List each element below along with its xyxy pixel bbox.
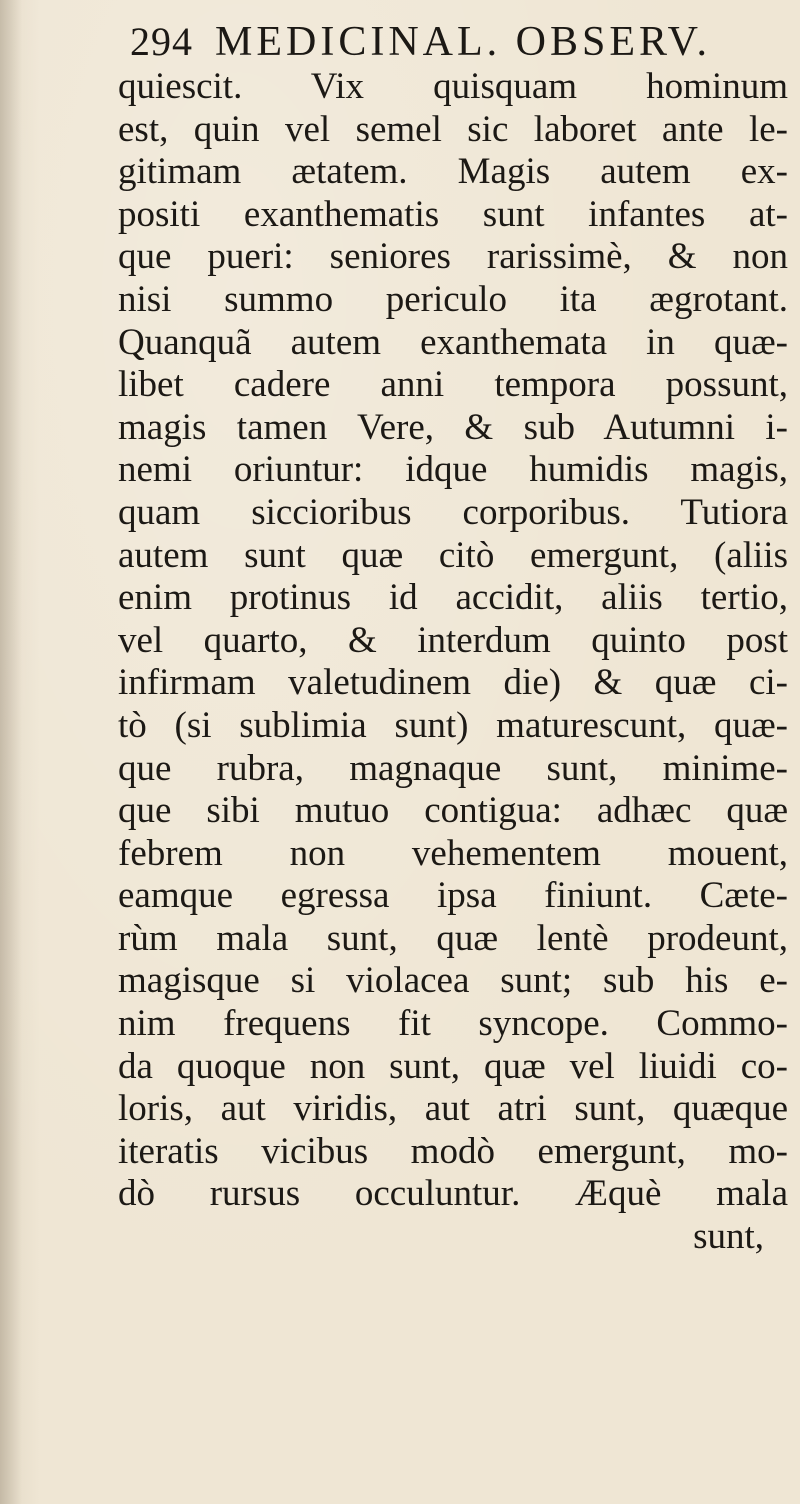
running-title: MEDICINAL. OBSERV. <box>215 19 712 65</box>
text-line: nisi summo periculo ita ægrotant. <box>118 278 788 320</box>
text-line: autem sunt quæ citò emergunt, (aliis <box>118 534 788 576</box>
text-line: nim frequens fit syncope. Commo- <box>118 1003 788 1045</box>
text-line: que rubra, magnaque sunt, minime- <box>118 747 788 789</box>
text-line: Quanquã autem exanthemata in quæ- <box>118 321 788 363</box>
text-line: eamque egressa ipsa finiunt. Cæte- <box>118 875 788 917</box>
text-line: magisque si violacea sunt; sub his e- <box>118 960 788 1002</box>
text-line-catchword: sunt, <box>693 1216 764 1258</box>
text-line: nemi oriuntur: idque humidis magis, <box>118 449 788 491</box>
text-line: est, quin vel semel sic laboret ante le- <box>118 108 788 150</box>
text-line: loris, aut viridis, aut atri sunt, quæque <box>118 1088 788 1130</box>
text-line: que pueri: seniores rarissimè, & non <box>118 236 788 278</box>
text-line: gitimam ætatem. Magis autem ex- <box>118 151 788 193</box>
text-line: dò rursus occuluntur. Æquè mala <box>118 1173 788 1215</box>
text-line: infirmam valetudinem die) & quæ ci- <box>118 662 788 704</box>
text-line: da quoque non sunt, quæ vel liuidi co- <box>118 1045 788 1087</box>
text-line: quiescit. Vix quisquam hominum <box>118 66 788 107</box>
text-line: iteratis vicibus modò emergunt, mo- <box>118 1130 788 1172</box>
text-line: magis tamen Vere, & sub Autumni i- <box>118 406 788 448</box>
text-line: que sibi mutuo contigua: adhæc quæ <box>118 790 788 832</box>
text-line: rùm mala sunt, quæ lentè prodeunt, <box>118 917 788 959</box>
text-line: quam siccioribus corporibus. Tutiora <box>118 491 788 533</box>
text-line: enim protinus id accidit, aliis tertio, <box>118 577 788 619</box>
text-line: febrem non vehementem mouent, <box>118 832 788 874</box>
page-number: 294 <box>130 19 193 64</box>
text-line: tò (si sublimia sunt) maturescunt, quæ- <box>118 704 788 746</box>
running-head <box>130 12 770 72</box>
gutter-shadow <box>0 0 22 1504</box>
text-line: vel quarto, & interdum quinto post <box>118 619 788 661</box>
text-line: libet cadere anni tempora possunt, <box>118 364 788 406</box>
body-text <box>118 66 788 1259</box>
text-line: positi exanthematis sunt infantes at- <box>118 193 788 235</box>
